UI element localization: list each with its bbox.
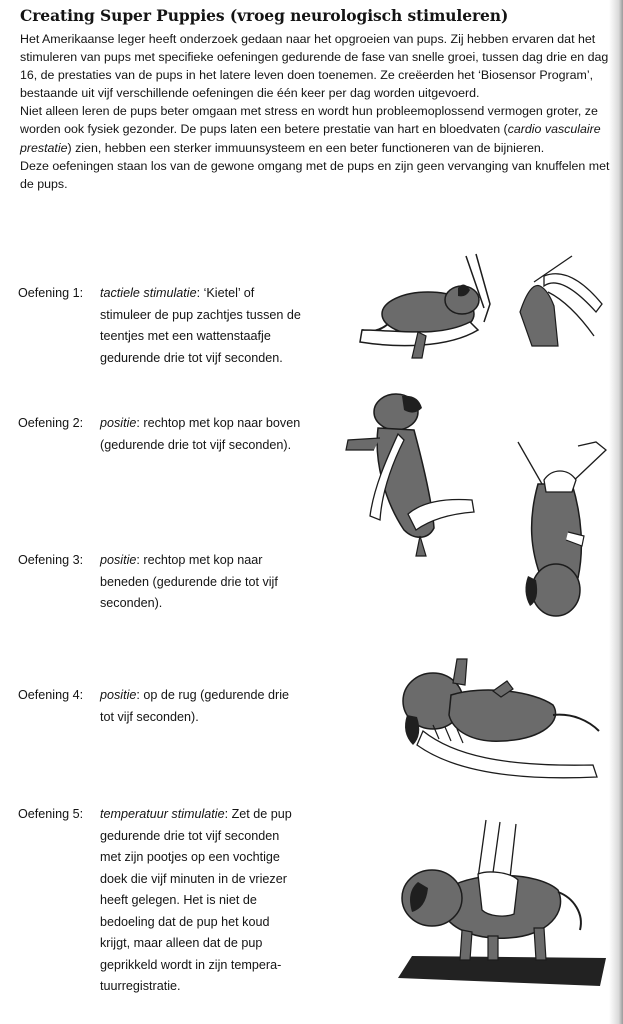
intro-paragraph-3: Deze oefeningen staan los van de gewone omgang met de pups en zijn geen vervanging van knuffelen met de pups. — [20, 158, 610, 191]
puppy-head-up-illustration — [344, 390, 479, 560]
exercise-line: stimuleer de pup zachtjes tussen de — [100, 307, 301, 322]
puppy-cold-cloth-illustration — [388, 818, 613, 993]
exercise-line: : Zet de pup — [224, 807, 292, 821]
exercise-text — [100, 685, 289, 728]
exercise-line: tuurregistratie. — [100, 979, 181, 993]
intro-p2-start: Niet alleen leren de pups beter omgaan met stress en wordt hun probleemoplossend vermogen groter, ze worden ook fysiek gezonder. De pups laten een betere prestatie van hart en bloedvaten ( — [20, 104, 598, 137]
exercise-label: Oefening 5: — [18, 807, 84, 821]
exercise-line: gedurende drie tot vijf seconden — [100, 828, 280, 843]
exercise-text — [100, 804, 292, 998]
intro-p2-end: ) zien, hebben een sterker immuunsysteem en een beter functioneren van de bijnieren. — [67, 140, 545, 155]
exercise-term: tactiele stimulatie — [100, 286, 197, 300]
exercise-label: Oefening 4: — [18, 688, 84, 702]
puppy-tickle-illustration — [358, 252, 608, 364]
exercise-1 — [18, 283, 301, 369]
puppy-on-back-illustration — [393, 655, 613, 785]
exercise-term: temperatuur stimulatie — [100, 807, 225, 821]
exercise-term: positie — [100, 688, 137, 702]
exercise-line: teentjes met een wattenstaafje — [100, 329, 271, 343]
exercise-line: : op de rug (gedurende drie — [136, 688, 290, 702]
exercise-5 — [18, 804, 292, 998]
exercise-term: positie — [100, 553, 137, 567]
intro-paragraph-1: Het Amerikaanse leger heeft onderzoek gedaan naar het opgroeien van pups. Zij hebben ervaren dat het stimuleren van pups met specifieke oefeningen gedurende de fase van snelle groei, tussen dag drie en dag 16, de prestaties van de pups in het latere leven doen toenemen. Ze creëerden het ‘Biosensor Program’, bestaande uit vijf verschillende oefeningen die één keer per dag worden uitgevoerd. — [20, 32, 609, 101]
exercise-line: : ‘Kietel’ of — [196, 286, 255, 300]
exercise-line: (gedurende drie tot vijf seconden). — [100, 437, 292, 452]
exercise-text — [100, 283, 301, 369]
page-title: Creating Super Puppies (vroeg neurologisch stimuleren) — [20, 6, 509, 25]
exercise-4 — [18, 685, 289, 728]
exercise-line: doek die vijf minuten in de vriezer — [100, 871, 287, 886]
exercise-line: gedurende drie tot vijf seconden. — [100, 350, 283, 365]
exercise-line: : rechtop met kop naar boven — [136, 416, 301, 430]
exercise-term: positie — [100, 416, 137, 430]
exercise-label: Oefening 2: — [18, 416, 84, 430]
exercise-2 — [18, 413, 300, 456]
exercise-line: : rechtop met kop naar — [136, 553, 263, 567]
exercise-line: heeft gelegen. Het is niet de — [100, 893, 257, 907]
exercise-label: Oefening 3: — [18, 553, 84, 567]
puppy-head-down-illustration — [498, 440, 610, 625]
exercise-line: seconden). — [100, 596, 163, 610]
exercise-text — [100, 550, 278, 615]
exercise-line: krijgt, maar alleen dat de pup — [100, 936, 263, 950]
intro-paragraph-2 — [20, 102, 610, 156]
exercise-line: met zijn pootjes op een vochtige — [100, 850, 280, 864]
intro-p2-italic: cardio vasculaire prestatie — [20, 122, 601, 155]
exercise-text — [100, 413, 300, 456]
exercise-line: bedoeling dat de pup het koud — [100, 914, 270, 929]
intro-text — [20, 30, 610, 193]
exercise-line: tot vijf seconden). — [100, 709, 199, 724]
exercise-line: geprikkeld wordt in zijn tempera- — [100, 957, 282, 972]
exercise-line: beneden (gedurende drie tot vijf — [100, 574, 278, 589]
exercise-label: Oefening 1: — [18, 286, 84, 300]
exercise-3 — [18, 550, 278, 615]
